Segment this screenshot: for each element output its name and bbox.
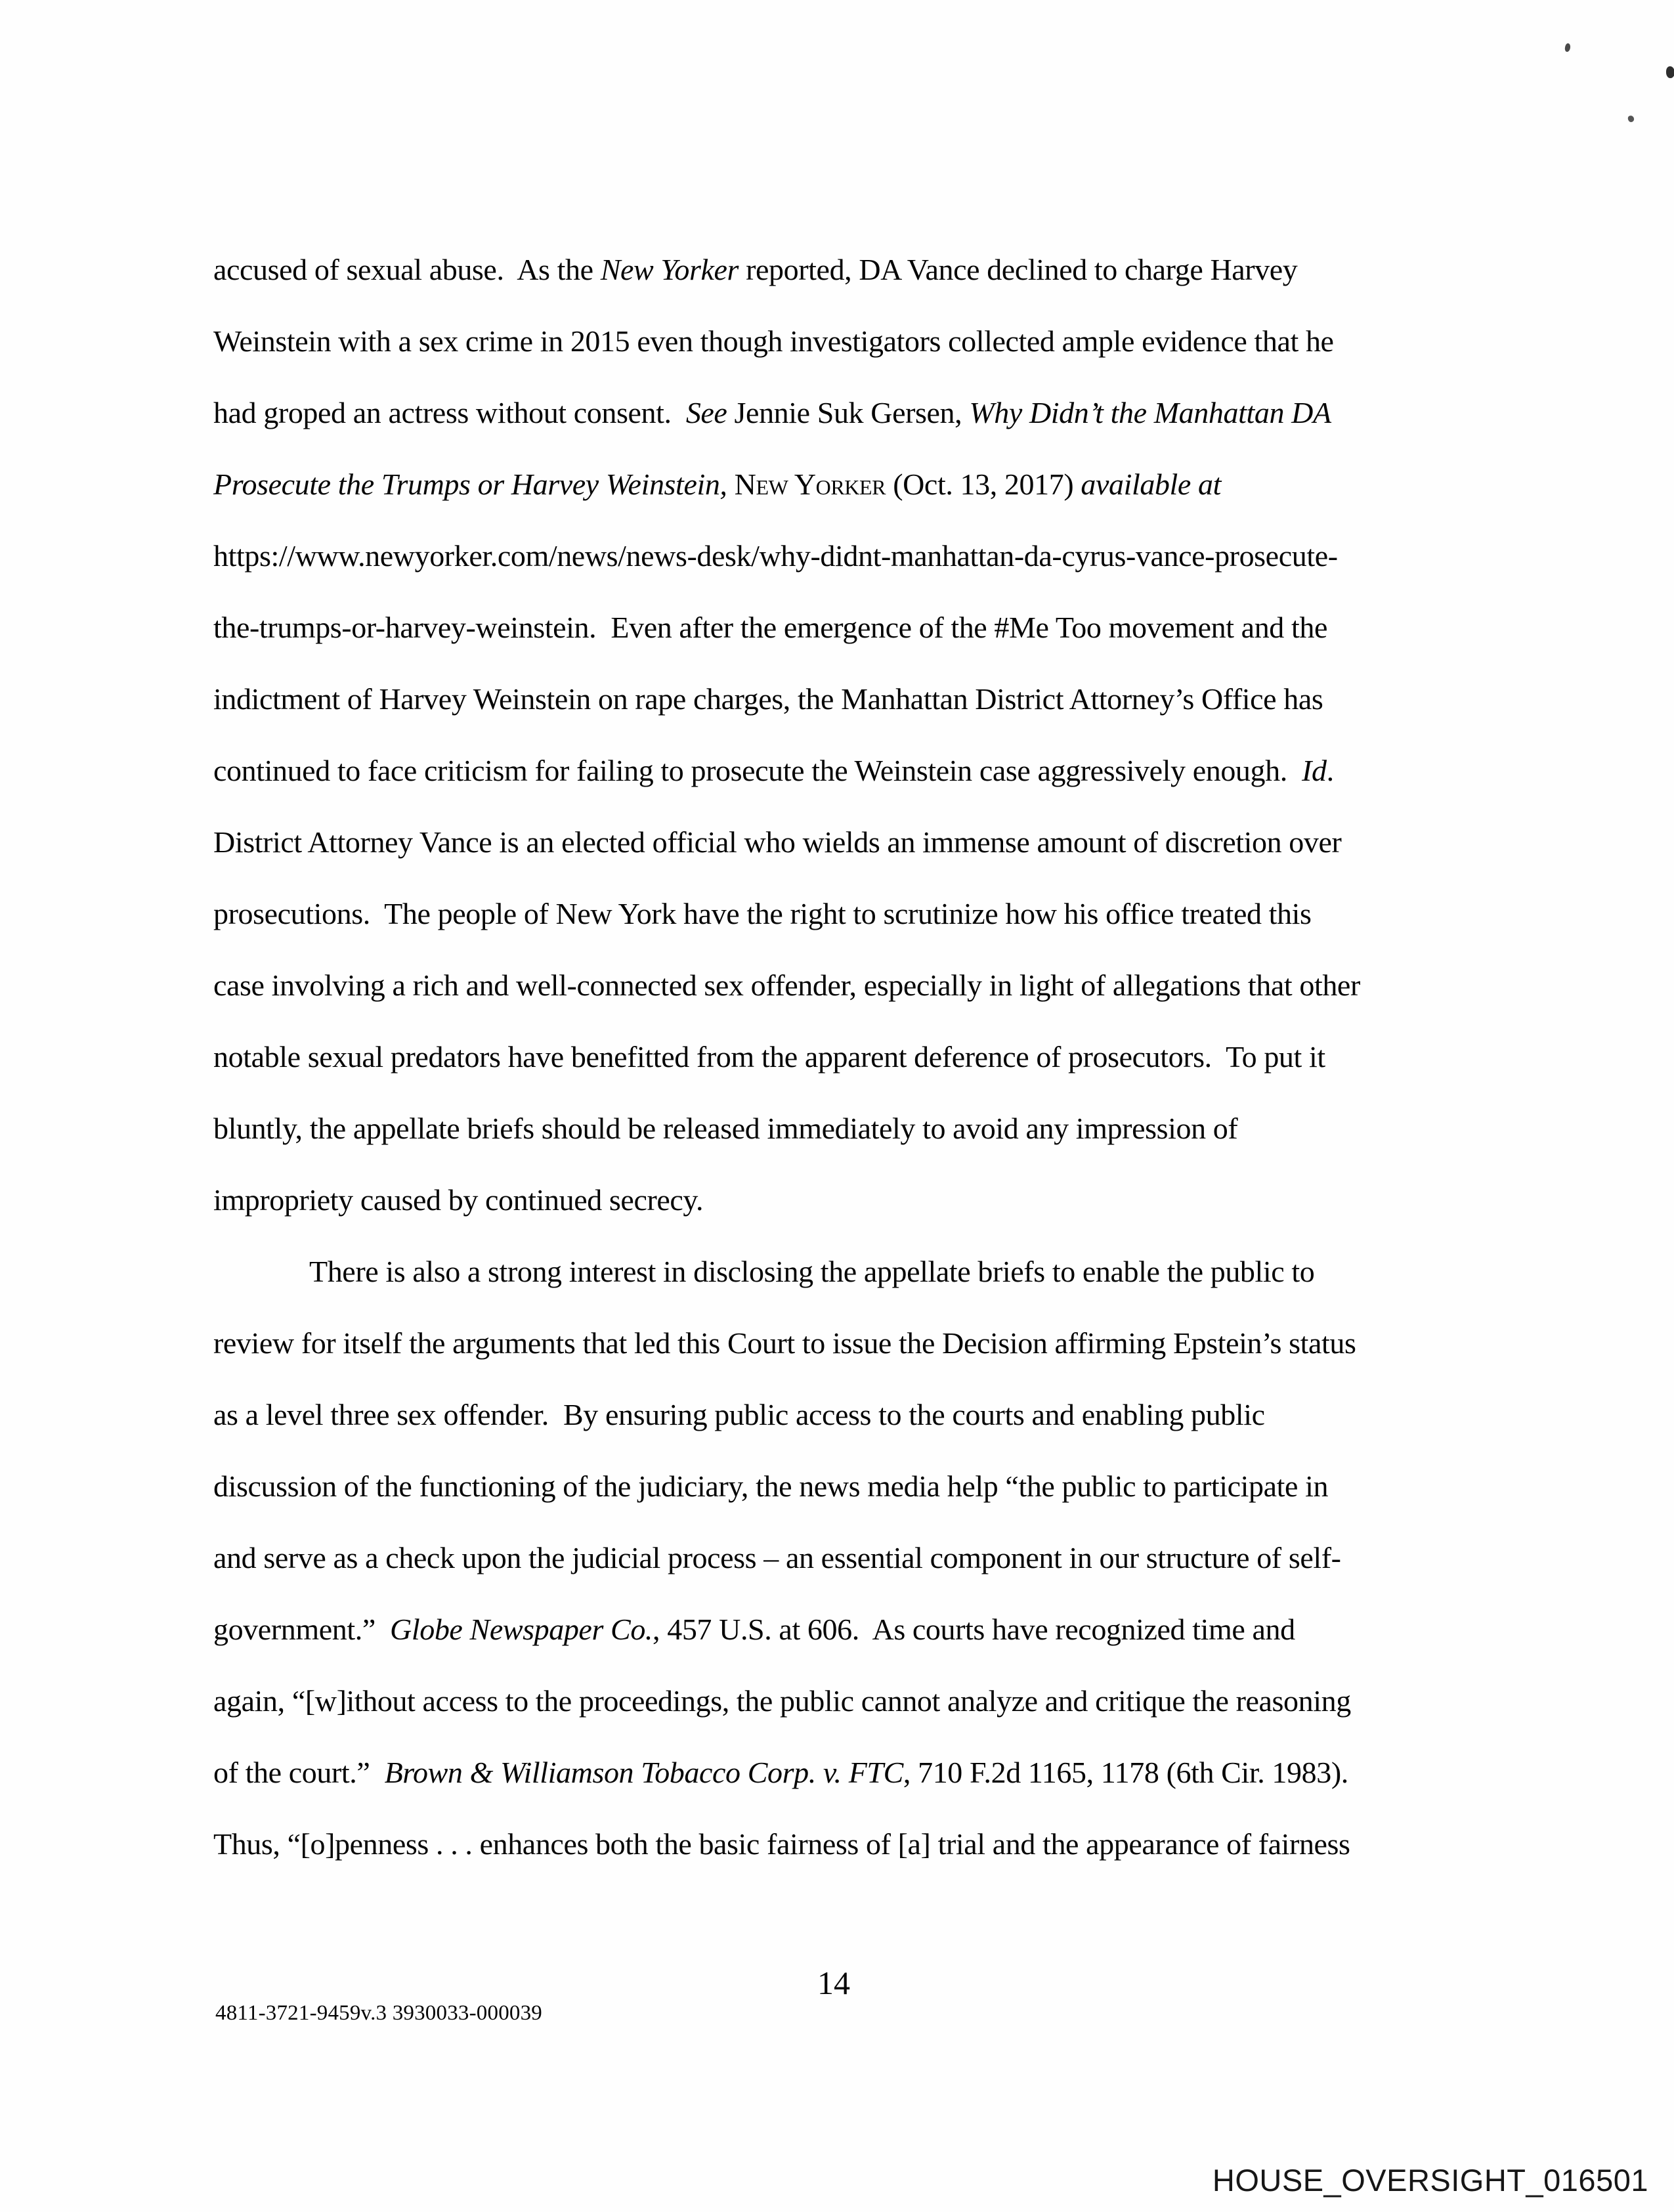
text-line — [213, 1021, 1484, 1093]
italic-text: Id — [1302, 754, 1327, 787]
text-line — [213, 1093, 1484, 1164]
scan-artifact — [1666, 66, 1674, 78]
body-text: impropriety caused by continued secrecy. — [213, 1183, 704, 1217]
italic-text: Globe Newspaper Co. — [390, 1613, 653, 1646]
body-text: notable sexual predators have benefitted from the apparent deference of prosecutors. To put it — [213, 1040, 1325, 1073]
scan-artifact — [1564, 43, 1572, 52]
smallcaps-text: New Yorker — [734, 467, 886, 501]
body-text: , 457 U.S. at 606. As courts have recognized time and — [653, 1613, 1295, 1646]
text-line — [213, 878, 1484, 949]
text-line — [213, 1307, 1484, 1379]
body-text: . — [1326, 754, 1334, 787]
bates-stamp: HOUSE_OVERSIGHT_016501 — [1212, 2163, 1648, 2198]
text-line — [213, 1665, 1484, 1737]
document-body — [213, 234, 1484, 1880]
text-line — [213, 234, 1484, 305]
body-text: Weinstein with a sex crime in 2015 even though investigators collected ample evidence that he — [213, 324, 1334, 358]
body-text: discussion of the functioning of the judiciary, the news media help “the public to participate in — [213, 1469, 1329, 1503]
text-line — [213, 520, 1484, 592]
scan-artifact — [1627, 115, 1635, 123]
body-text: reported, DA Vance declined to charge Harvey — [739, 253, 1298, 286]
body-text: the-trumps-or-harvey-weinstein. Even after the emergence of the #Me Too movement and the — [213, 611, 1327, 644]
body-text: District Attorney Vance is an elected official who wields an immense amount of discretion over — [213, 825, 1342, 859]
italic-text: available at — [1081, 467, 1222, 501]
text-line — [213, 663, 1484, 735]
body-text: bluntly, the appellate briefs should be released immediately to avoid any impression of — [213, 1112, 1238, 1145]
text-line — [213, 448, 1484, 520]
body-text: review for itself the arguments that led this Court to issue the Decision affirming Epstein’s status — [213, 1326, 1356, 1360]
body-text: There is also a strong interest in disclosing the appellate briefs to enable the public to — [309, 1255, 1315, 1288]
text-line — [213, 949, 1484, 1021]
text-line — [213, 735, 1484, 806]
body-text: continued to face criticism for failing to prosecute the Weinstein case aggressively enough. — [213, 754, 1302, 787]
body-text: again, “[w]ithout access to the proceedings, the public cannot analyze and critique the reasoning — [213, 1684, 1351, 1718]
text-line — [213, 806, 1484, 878]
body-text: accused of sexual abuse. As the — [213, 253, 601, 286]
body-text: had groped an actress without consent. — [213, 396, 686, 429]
text-line — [213, 1522, 1484, 1594]
body-text: government.” — [213, 1613, 391, 1646]
body-text: case involving a rich and well-connected sex offender, especially in light of allegations that other — [213, 968, 1360, 1002]
text-line — [213, 1379, 1484, 1450]
body-text: (Oct. 13, 2017) — [886, 467, 1081, 501]
document-id-footer: 4811-3721-9459v.3 3930033-000039 — [215, 2001, 542, 2025]
text-line — [213, 1450, 1484, 1522]
body-text: , 710 F.2d 1165, 1178 (6th Cir. 1983). — [903, 1756, 1348, 1789]
italic-text: Brown & Williamson Tobacco Corp. v. FTC — [384, 1756, 903, 1789]
text-line — [213, 592, 1484, 663]
body-text: Jennie Suk Gersen, — [727, 396, 970, 429]
text-line — [213, 1737, 1484, 1808]
body-text — [727, 467, 735, 501]
italic-text: See — [685, 396, 727, 429]
body-text: Thus, “[o]penness . . . enhances both the basic fairness of [a] trial and the appearance of fairness — [213, 1827, 1350, 1861]
text-line — [213, 377, 1484, 448]
text-line — [213, 1236, 1484, 1307]
body-text: as a level three sex offender. By ensuring public access to the courts and enabling public — [213, 1398, 1265, 1431]
body-text: prosecutions. The people of New York have the right to scrutinize how his office treated this — [213, 897, 1312, 930]
text-line — [213, 1164, 1484, 1236]
italic-text: New Yorker — [600, 253, 739, 286]
body-text: indictment of Harvey Weinstein on rape charges, the Manhattan District Attorney’s Office has — [213, 682, 1323, 716]
italic-text: Why Didn’t the Manhattan DA — [969, 396, 1331, 429]
body-text: https://www.newyorker.com/news/news-desk/why-didnt-manhattan-da-cyrus-vance-prosecute- — [213, 539, 1338, 573]
text-line — [213, 1594, 1484, 1665]
text-line — [213, 305, 1484, 377]
italic-text: Prosecute the Trumps or Harvey Weinstein, — [213, 467, 727, 501]
page-number: 14 — [817, 1964, 850, 2001]
text-line — [213, 1808, 1484, 1880]
body-text: and serve as a check upon the judicial process – an essential component in our structure of self- — [213, 1541, 1341, 1574]
body-text: of the court.” — [213, 1756, 385, 1789]
